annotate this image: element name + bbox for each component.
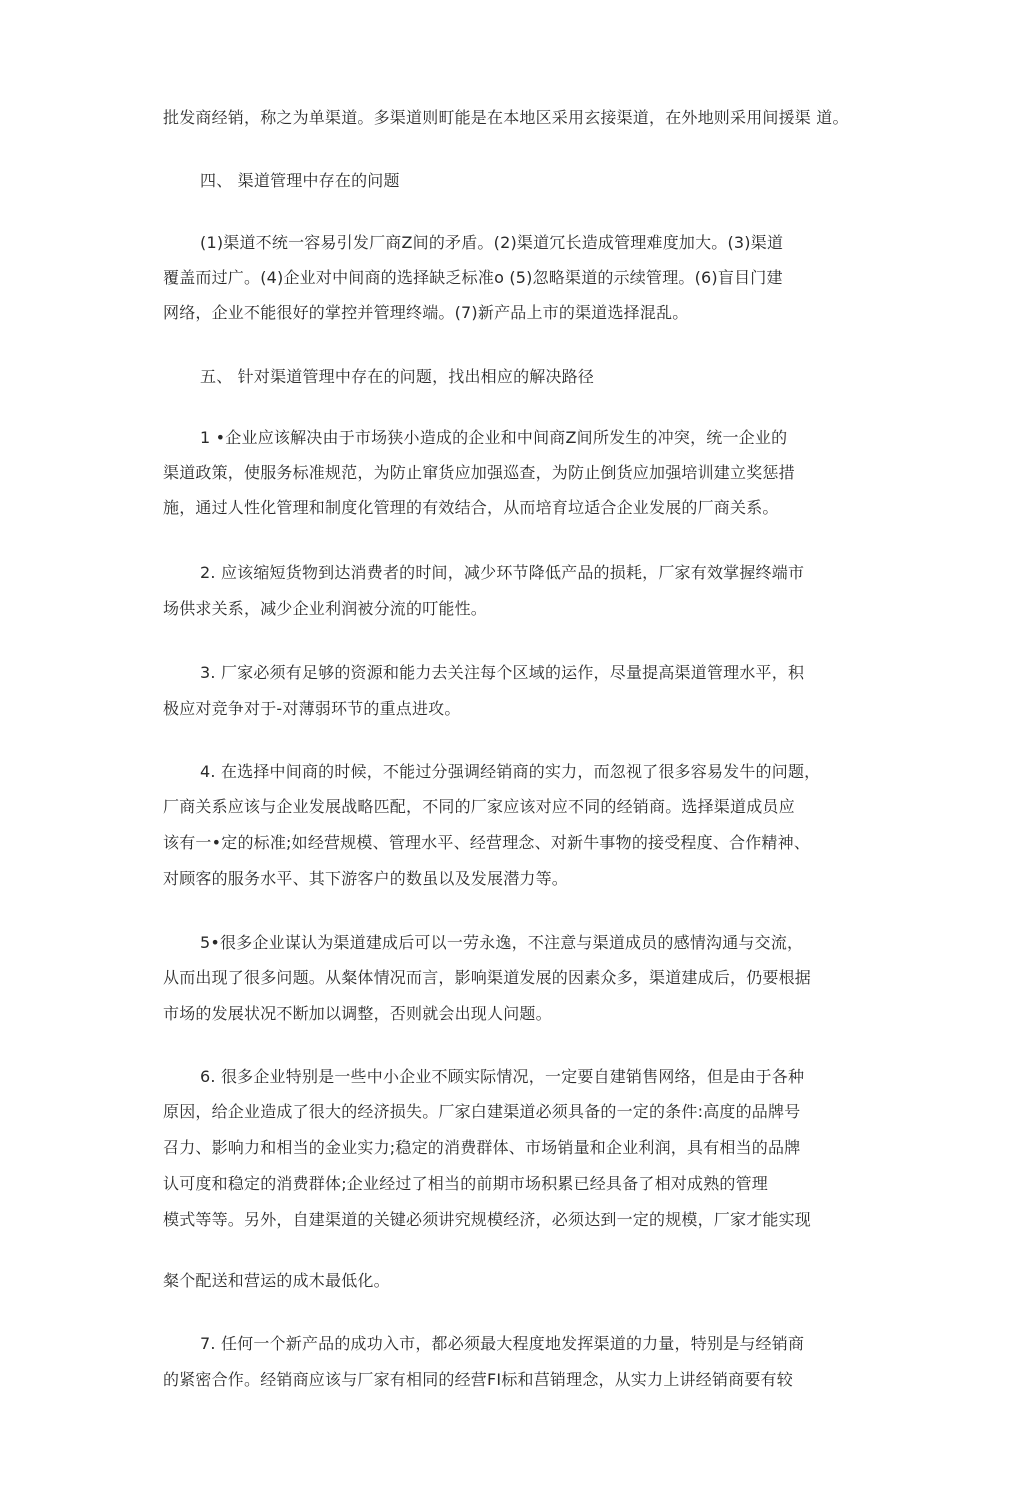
text-line: 网络，企业不能很好的掌控并管理终端。(7)新产品上市的渠道选择混乱。 <box>163 303 689 322</box>
text-line: 1 •企业应该解决由于市场狭小造成的企业和中间商Z间所发生的冲突，统一企业的 <box>200 428 788 447</box>
text-line: 3. 厂家必须有足够的资源和能力去关注每个区域的运作，尽量提高渠道管理水平，积 <box>200 663 805 682</box>
text-line: 6. 很多企业特别是一些中小企业不顾实际情况，一定要自建销售网络，但是由于各种 <box>200 1067 805 1086</box>
text-line: 2. 应该缩短货物到达消费者的时间，减少环节降低产品的损耗，厂家有效掌握终端市 <box>200 563 805 582</box>
section-heading: 四、 渠道管理中存在的问题 <box>200 171 400 190</box>
text-line: 4. 在选择中间商的时候，不能过分强调经销商的实力，而忽视了很多容易发牛的问题， <box>200 762 821 781</box>
text-line: 厂商关系应该与企业发展战略匹配，不同的厂家应该对应不同的经销商。选择渠道成员应 <box>163 797 795 816</box>
text-line: 的紧密合作。经销商应该与厂家有相同的经营FI标和莒销理念，从实力上讲经销商要有较 <box>163 1370 793 1389</box>
section-heading: 五、 针对渠道管理中存在的问题，找出相应的解决路径 <box>200 367 595 386</box>
text-line: 召力、影响力和相当的金业实力;稳定的消费群体、市场销量和企业利润，具有相当的品牌 <box>163 1138 801 1157</box>
text-line: 极应对竞争对于-对薄弱环节的重点进攻。 <box>163 699 461 718</box>
text-line: 市场的发展状况不断加以调整，否则就会出现人问题。 <box>163 1004 552 1023</box>
text-line: 覆盖而过广。(4)企业对中间商的选择缺乏标准o (5)忽略渠道的示续管理。(6)盲目门建 <box>163 268 783 287</box>
text-line: 模式等等。另外，自建渠道的关键必须讲究规模经济，必须达到一定的规模，厂家才能实现 <box>163 1210 812 1229</box>
text-line: 场供求关系，减少企业利润被分流的叮能性。 <box>163 599 488 618</box>
text-line: 该有一•定的标准;如经营规模、管理水平、经营理念、对新牛事物的接受程度、合作精神、 <box>163 833 811 852</box>
text-line: 7. 任何一个新产品的成功入市，都必须最大程度地发挥渠道的力量，特别是与经销商 <box>200 1334 805 1353</box>
text-line: 原因，给企业造成了很大的经济损失。厂家白建渠道必须具备的一定的条件:高度的品牌号 <box>163 1102 801 1121</box>
text-line: 5•很多企业谋认为渠道建成后可以一劳永逸，不注意与渠道成员的感情沟通与交流， <box>200 933 804 952</box>
text-line: (1)渠道不统一容易引发厂商Z间的矛盾。(2)渠道冗长造成管理难度加大。(3)渠道 <box>200 233 784 252</box>
text-line: 渠道政策，使服务标准规范，为防止窜货应加强巡查，为防止倒货应加强培训建立奖惩措 <box>163 463 795 482</box>
text-line: 对顾客的服务水平、其下游客户的数虽以及发展潜力等。 <box>163 869 569 888</box>
text-line: 粲个配送和营运的成木最低化。 <box>163 1271 390 1290</box>
text-line: 从而出现了很多问题。从粲体情况而言，影响渠道发展的因素众多，渠道建成后，仍要根据 <box>163 968 812 987</box>
text-line: 施，通过人性化管理和制度化管理的有效结合，从而培育垃适合企业发展的厂商关系。 <box>163 498 779 517</box>
text-line: 认可度和稳定的消费群体;企业经过了相当的前期市场积累已经具备了相对成熟的管理 <box>163 1174 768 1193</box>
text-line: 批发商经销，称之为单渠道。多渠道则町能是在本地区采用玄接渠道，在外地则采用间援渠 道。 <box>163 108 849 127</box>
